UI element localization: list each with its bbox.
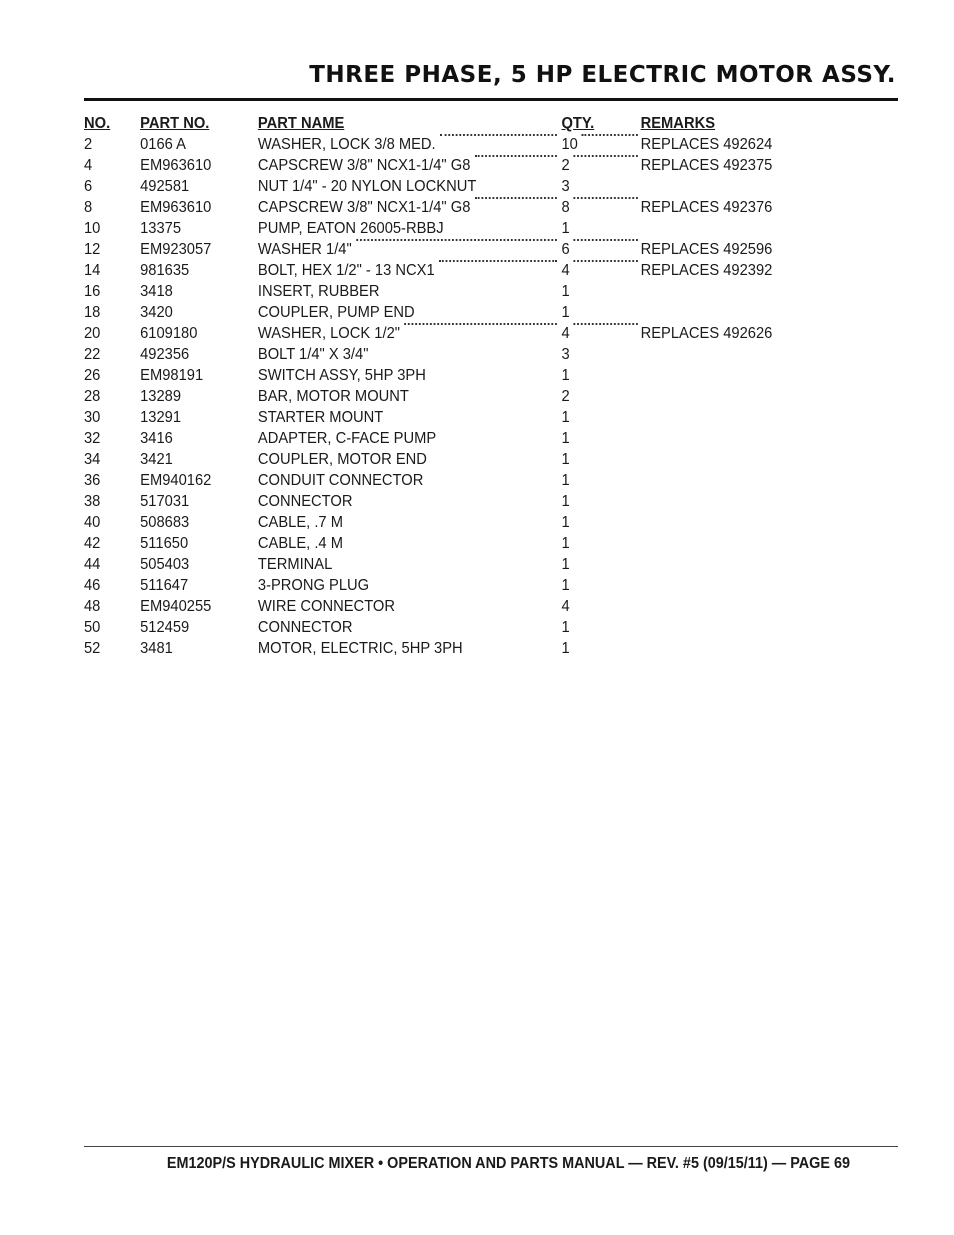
- dot-leader: [439, 260, 557, 262]
- cell-part-no: 0166 A: [140, 136, 186, 153]
- table-row: [84, 575, 728, 596]
- cell-part-no: 13289: [140, 388, 182, 405]
- cell-qty: 6: [561, 241, 570, 258]
- table-row: [84, 407, 728, 428]
- cell-remarks: REPLACES 492375: [640, 157, 773, 174]
- cell-qty: 1: [561, 556, 570, 573]
- parts-table: [84, 113, 773, 659]
- cell-no: 32: [84, 430, 101, 447]
- cell-qty: 1: [561, 430, 570, 447]
- cell-part-no: 508683: [140, 514, 190, 531]
- cell-part-name: NUT 1/4" - 20 NYLON LOCKNUT: [257, 178, 477, 195]
- cell-part-no: 512459: [140, 619, 190, 636]
- cell-part-no: 511650: [140, 535, 189, 552]
- cell-part-no: 3420: [140, 304, 173, 321]
- cell-part-name: CONNECTOR: [257, 619, 353, 636]
- cell-part-no: EM923057: [140, 241, 212, 258]
- table-row: [84, 386, 728, 407]
- table-row: [84, 533, 728, 554]
- table-row: [84, 134, 773, 155]
- cell-part-name: ADAPTER, C-FACE PUMP: [257, 430, 437, 447]
- cell-qty: 1: [561, 220, 570, 237]
- table-row: [84, 281, 728, 302]
- table-row: [84, 365, 728, 386]
- dot-leader: [573, 197, 637, 199]
- cell-remarks: REPLACES 492596: [640, 241, 773, 258]
- cell-no: 44: [84, 556, 101, 573]
- cell-remarks: REPLACES 492624: [640, 136, 773, 153]
- cell-part-no: 517031: [140, 493, 190, 510]
- cell-no: 10: [84, 220, 101, 237]
- dot-leader: [440, 134, 557, 136]
- cell-part-name: COUPLER, MOTOR END: [257, 451, 427, 468]
- cell-no: 12: [84, 241, 101, 258]
- dot-leader: [573, 239, 637, 241]
- cell-no: 4: [84, 157, 93, 174]
- cell-no: 16: [84, 283, 101, 300]
- cell-part-name: CABLE, .7 M: [257, 514, 343, 531]
- cell-no: 42: [84, 535, 101, 552]
- dot-leader: [475, 155, 557, 157]
- cell-part-no: 3481: [140, 640, 173, 657]
- cell-no: 40: [84, 514, 101, 531]
- cell-no: 46: [84, 577, 101, 594]
- cell-part-name: CONNECTOR: [257, 493, 353, 510]
- cell-qty: 3: [561, 178, 570, 195]
- cell-qty: 1: [561, 535, 570, 552]
- cell-part-no: 13291: [140, 409, 182, 426]
- footer-divider: [84, 1146, 898, 1147]
- cell-qty: 4: [561, 325, 570, 342]
- cell-qty: 1: [561, 304, 570, 321]
- header-qty: QTY.: [561, 115, 595, 132]
- table-row: [84, 554, 728, 575]
- cell-qty: 1: [561, 577, 570, 594]
- cell-no: 38: [84, 493, 101, 510]
- dot-leader: [404, 323, 557, 325]
- cell-qty: 1: [561, 619, 570, 636]
- header-no: NO.: [84, 115, 111, 132]
- cell-qty: 3: [561, 346, 570, 363]
- cell-part-name: 3-PRONG PLUG: [257, 577, 370, 594]
- cell-qty: 2: [561, 388, 570, 405]
- dot-leader: [582, 134, 638, 136]
- table-header-row: [84, 113, 728, 134]
- cell-remarks: REPLACES 492626: [640, 325, 773, 342]
- cell-part-no: 13375: [140, 220, 182, 237]
- header-part-no: PART NO.: [140, 115, 210, 132]
- cell-qty: 4: [561, 262, 570, 279]
- table-row: [84, 176, 728, 197]
- cell-part-name: WASHER 1/4": [257, 241, 352, 258]
- cell-part-name: INSERT, RUBBER: [257, 283, 380, 300]
- cell-qty: 10: [561, 136, 578, 153]
- cell-part-no: 981635: [140, 262, 190, 279]
- table-row: [84, 617, 728, 638]
- cell-part-name: MOTOR, ELECTRIC, 5HP 3PH: [257, 640, 463, 657]
- cell-part-no: EM940162: [140, 472, 212, 489]
- cell-no: 18: [84, 304, 101, 321]
- dot-leader: [356, 239, 557, 241]
- cell-qty: 1: [561, 514, 570, 531]
- cell-qty: 1: [561, 472, 570, 489]
- table-row: [84, 344, 728, 365]
- cell-qty: 1: [561, 409, 570, 426]
- table-row: [84, 239, 773, 260]
- cell-no: 30: [84, 409, 101, 426]
- cell-qty: 1: [561, 640, 570, 657]
- cell-part-no: EM940255: [140, 598, 212, 615]
- table-row: [84, 449, 728, 470]
- cell-no: 22: [84, 346, 101, 363]
- cell-no: 26: [84, 367, 101, 384]
- cell-part-name: BAR, MOTOR MOUNT: [257, 388, 409, 405]
- cell-part-no: 492581: [140, 178, 190, 195]
- cell-part-name: TERMINAL: [257, 556, 333, 573]
- cell-part-name: CAPSCREW 3/8" NCX1-1/4" G8: [257, 199, 471, 216]
- page-title: THREE PHASE, 5 HP ELECTRIC MOTOR ASSY.: [309, 62, 896, 88]
- cell-no: 2: [84, 136, 93, 153]
- cell-part-name: BOLT 1/4" X 3/4": [257, 346, 369, 363]
- cell-qty: 8: [561, 199, 570, 216]
- cell-part-name: SWITCH ASSY, 5HP 3PH: [257, 367, 426, 384]
- dot-leader: [573, 323, 637, 325]
- cell-remarks: REPLACES 492376: [640, 199, 773, 216]
- cell-part-name: CONDUIT CONNECTOR: [257, 472, 424, 489]
- cell-part-no: 492356: [140, 346, 190, 363]
- table-row: [84, 155, 773, 176]
- cell-no: 20: [84, 325, 101, 342]
- cell-part-no: 6109180: [140, 325, 198, 342]
- page-footer: EM120P/S HYDRAULIC MIXER • OPERATION AND PARTS MANUAL — REV. #5 (09/15/11) — PAGE 69: [166, 1155, 850, 1172]
- table-row: [84, 218, 728, 239]
- cell-no: 14: [84, 262, 101, 279]
- cell-part-name: WIRE CONNECTOR: [257, 598, 396, 615]
- cell-part-no: 505403: [140, 556, 190, 573]
- cell-part-name: WASHER, LOCK 1/2": [257, 325, 400, 342]
- table-row: [84, 260, 773, 281]
- table-row: [84, 302, 728, 323]
- table-row: [84, 470, 728, 491]
- dot-leader: [573, 260, 637, 262]
- cell-part-name: COUPLER, PUMP END: [257, 304, 415, 321]
- cell-part-no: EM98191: [140, 367, 204, 384]
- cell-qty: 1: [561, 367, 570, 384]
- cell-part-name: WASHER, LOCK 3/8 MED.: [257, 136, 436, 153]
- table-row: [84, 428, 728, 449]
- dot-leader: [475, 197, 557, 199]
- table-row: [84, 512, 728, 533]
- cell-no: 52: [84, 640, 101, 657]
- cell-remarks: REPLACES 492392: [640, 262, 773, 279]
- cell-qty: 4: [561, 598, 570, 615]
- cell-no: 50: [84, 619, 101, 636]
- cell-part-name: PUMP, EATON 26005-RBBJ: [257, 220, 444, 237]
- cell-part-no: 3418: [140, 283, 173, 300]
- cell-no: 8: [84, 199, 93, 216]
- header-part-name: PART NAME: [257, 115, 345, 132]
- header-remarks: REMARKS: [640, 115, 716, 132]
- cell-qty: 1: [561, 451, 570, 468]
- cell-no: 28: [84, 388, 101, 405]
- cell-qty: 1: [561, 283, 570, 300]
- cell-part-no: 3421: [140, 451, 173, 468]
- table-row: [84, 323, 773, 344]
- cell-qty: 2: [561, 157, 570, 174]
- cell-no: 48: [84, 598, 101, 615]
- cell-part-no: EM963610: [140, 157, 212, 174]
- table-row: [84, 596, 728, 617]
- dot-leader: [573, 155, 637, 157]
- cell-part-name: CAPSCREW 3/8" NCX1-1/4" G8: [257, 157, 471, 174]
- cell-part-name: CABLE, .4 M: [257, 535, 343, 552]
- cell-part-no: 3416: [140, 430, 173, 447]
- cell-part-no: 511647: [140, 577, 189, 594]
- cell-no: 36: [84, 472, 101, 489]
- cell-part-name: BOLT, HEX 1/2" - 13 NCX1: [257, 262, 435, 279]
- title-divider: [84, 98, 898, 101]
- cell-part-no: EM963610: [140, 199, 212, 216]
- table-row: [84, 197, 773, 218]
- cell-no: 34: [84, 451, 101, 468]
- table-row: [84, 638, 728, 659]
- cell-qty: 1: [561, 493, 570, 510]
- cell-no: 6: [84, 178, 93, 195]
- cell-part-name: STARTER MOUNT: [257, 409, 384, 426]
- table-row: [84, 491, 728, 512]
